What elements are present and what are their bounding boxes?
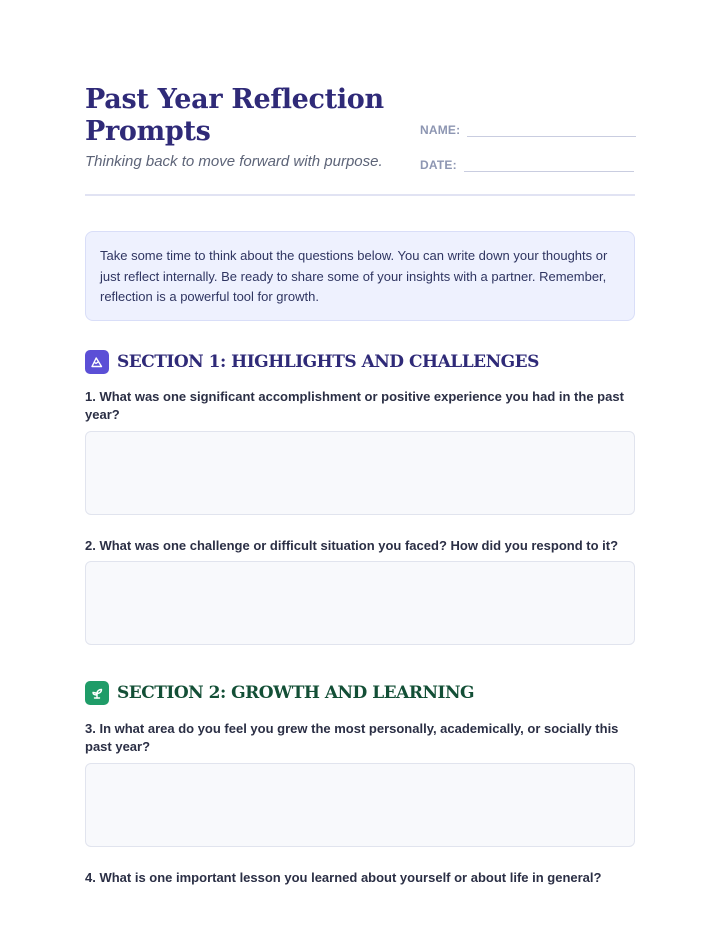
section-1-heading bbox=[85, 350, 539, 374]
intro-box: Take some time to think about the questions below. You can write down your thoughts or just reflect internally. Be ready to share some of your insights with a partner. Remember, reflection is a powerful tool for growth. bbox=[85, 231, 635, 321]
name-label: NAME: bbox=[420, 123, 461, 137]
answer-box-2[interactable] bbox=[85, 561, 635, 645]
section-2-heading bbox=[85, 681, 474, 705]
answer-box-1[interactable] bbox=[85, 431, 635, 515]
section-1-title: SECTION 1: HIGHLIGHTS AND CHALLENGES bbox=[117, 352, 539, 372]
name-input-line[interactable] bbox=[467, 120, 636, 137]
question-1: 1. What was one significant accomplishment or positive experience you had in the past year? bbox=[85, 389, 624, 422]
page-subtitle: Thinking back to move forward with purpose. bbox=[85, 153, 383, 170]
sprout-icon bbox=[85, 681, 109, 705]
mountain-icon bbox=[85, 350, 109, 374]
answer-box-3[interactable] bbox=[85, 763, 635, 847]
page-title: Past Year Reflection Prompts bbox=[85, 84, 384, 147]
question-3: 3. In what area do you feel you grew the most personally, academically, or socially this past year? bbox=[85, 721, 619, 754]
date-field[interactable] bbox=[420, 155, 634, 172]
name-field[interactable] bbox=[420, 120, 636, 137]
section-2-title: SECTION 2: GROWTH AND LEARNING bbox=[117, 683, 474, 703]
header-divider bbox=[85, 194, 635, 196]
question-2: 2. What was one challenge or difficult situation you faced? How did you respond to it? bbox=[85, 538, 619, 553]
worksheet-header bbox=[85, 84, 635, 196]
date-input-line[interactable] bbox=[464, 155, 634, 172]
date-label: DATE: bbox=[420, 158, 457, 172]
question-4: 4. What is one important lesson you learned about yourself or about life in general? bbox=[85, 870, 602, 885]
